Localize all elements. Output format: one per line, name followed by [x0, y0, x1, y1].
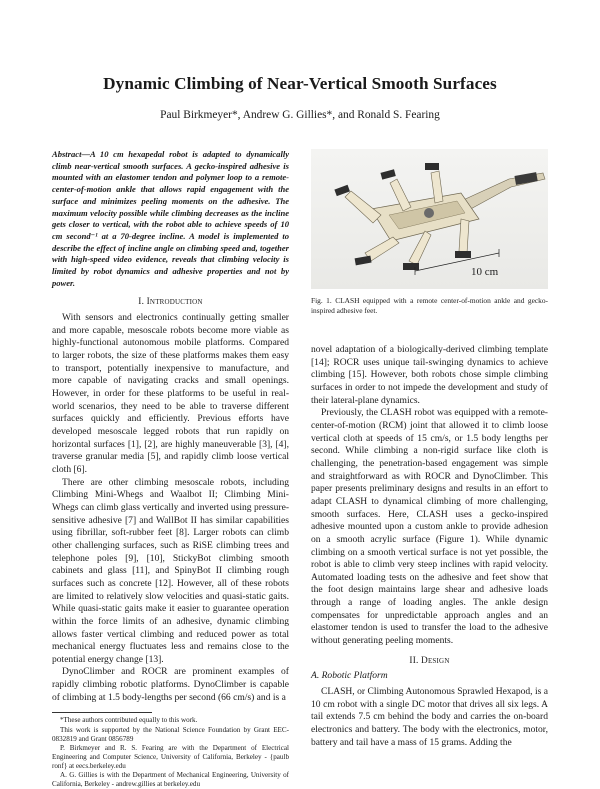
intro-paragraph-2: There are other climbing mesoscale robots, including Climbing Mini-Whegs and Waalbot II; Climbing Mini-Whegs can climb glass vertically and inverted using pressure-sensitive adhesive [7] and WallBot II has similar capabilities using fibrillar, soft-rubber feet [8]. Larger robots can climb other challenging surfaces, such as RiSE climbing trees and telephone poles [9], [10], StickyBot climbing smooth cabinets and glass [11], and SpinyBot II climbing rough surfaces such as concrete [12]. However, all of these robots are limited to relatively slow velocities and quasi-static gaits. While quasi-static gaits make it easier to guarantee operation within the force limits of an adhesive, dynamic climbing allows faster vertical climbing and reduced power as total mechanical energy fluctuates less and remains close to the potential energy change [13]. [52, 476, 289, 665]
footnote-divider [52, 712, 152, 713]
robot-motor [424, 208, 434, 218]
abstract-text: —A 10 cm hexapedal robot is adapted to dynamically climb near-vertical smooth surfaces. A gecko-inspired adhesive is mounted with an elastomer tendon and polymer loop to a remote-center-of-motion ankle that allows rapid engagement with the surface and minimizes peeling moments on the adhesive. The maximum velocity possible while climbing decreases as the incline gets closer to vertical, with the robot able to achieve speeds of 10 cm second⁻¹ at a 70-degree incline. A model is implemented to describe the effect of incline angle on climbing speed and, together with high-speed video evidence, reveals that climbing velocity is limited by robot dynamics and adhesive properties and not by power. [52, 149, 289, 288]
footnote-equal-contribution: *These authors contributed equally to this work. [60, 716, 198, 725]
figure-robot-photo [311, 149, 548, 289]
left-column [52, 149, 289, 789]
abstract-lead: Abstract [52, 149, 82, 159]
intro-paragraph-continued: novel adaptation of a biologically-derived climbing template [14]; ROCR uses unique tail-swinging dynamics to achieve climbing [15]. However, both robots chose simple climbing surfaces in order to not impede the development and study of their lateral-plane dynamics. [311, 344, 548, 406]
intro-paragraph-1: With sensors and electronics continually getting smaller and more capable, mesoscale robots become more viable as highly-functional autonomous mobile platforms. Compared to larger robots, the size of these platforms makes them easy to transport, potentially inexpensive to manufacture, and more capable of navigating cracks and small openings. However, in order for these platforms to be useful in real-world scenarios, they need to be able to traverse different surfaces quickly and efficiently. Previous efforts have developed mesoscale legged robots that run rapidly on horizontal surfaces [1], [2], are highly maneuverable [3], [4], traverse granular media [5], and rapidly climb loose vertical cloth [6]. [52, 312, 289, 475]
design-paragraph-1: CLASH, or Climbing Autonomous Sprawled Hexapod, is a 10 cm robot with a single DC motor that drives all six legs. A tail extends 7.5 cm behind the body and carries the on-board electronics and battery. The body with the electronics, motor, battery and tail have a mass of 15 grams. Adding the [311, 686, 548, 748]
intro-paragraph-clash: Previously, the CLASH robot was equipped with a remote-center-of-motion (RCM) joint that allowed it to climb loose vertical cloth at speeds of 15 cm/s, or 1.5 body lengths per second. While climbing a non-rigid surface like cloth is challenging, the penetration-based engagement was simple and straightforward as with ROCR and DynoClimber. This paper presents preliminary designs and results in an effort to adapt CLASH to dynamical climbing of more challenging, smooth surfaces. Here, CLASH uses a gecko-inspired adhesive mounted upon a custom ankle to provide adhesion on a smooth acrylic surface (Figure 1). While dynamic climbing on a smooth vertical surface is not yet possible, the robot is able to climb very steep inclines with rapid velocity. Automated loading tests on the adhesive and feet show that the foot design maintains large shear and adhesive loads through a range of loading angles. The ankle design compensates for unpredictable approach angles and an elastomer tendon is used to transfer the load to the adhesive without generating peeling moments. [311, 407, 548, 647]
footnote-affiliation-eecs: P. Birkmeyer and R. S. Fearing are with the Department of Electrical Engineering and Computer Science, University of California, Berkeley - {paulb ronf} at eecs.berkeley.edu [52, 743, 289, 770]
scale-label: 10 cm [471, 266, 499, 278]
footnote-funding: This work is supported by the National Science Foundation by Grant EEC-0832819 and Grant 0856789 [52, 725, 289, 743]
section-heading-introduction: I. Introduction [138, 297, 203, 308]
intro-paragraph-3: DynoClimber and ROCR are prominent examples of rapidly climbing robotic platforms. DynoClimber is capable of climbing at 1.5 body-lengths per second (66 cm/s) and is a [52, 666, 289, 703]
subsection-heading-robotic-platform: A. Robotic Platform [311, 670, 388, 682]
robot-illustration [311, 149, 548, 289]
abstract [52, 149, 289, 289]
footnote-affiliation-me: A. G. Gillies is with the Department of Mechanical Engineering, University of California, Berkeley - andrew.gillies at berkeley.edu [52, 771, 289, 789]
author-list: Paul Birkmeyer*, Andrew G. Gillies*, and Ronald S. Fearing [160, 109, 440, 121]
section-heading-design: II. Design [409, 655, 450, 666]
right-column [311, 344, 548, 749]
figure-caption: Fig. 1. CLASH equipped with a remote center-of-motion ankle and gecko-inspired adhesive feet. [311, 296, 548, 315]
paper-title: Dynamic Climbing of Near-Vertical Smooth Surfaces [103, 74, 497, 93]
